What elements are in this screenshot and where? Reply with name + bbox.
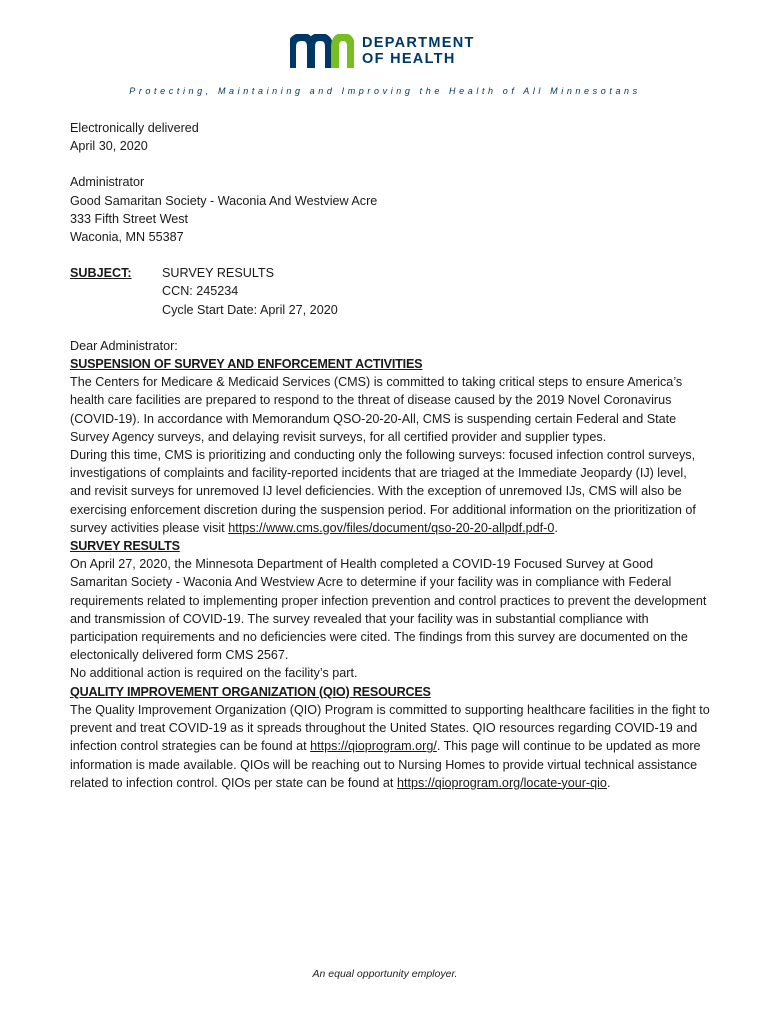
delivery-info xyxy=(70,119,710,155)
address-line: Waconia, MN 55387 xyxy=(70,230,184,245)
locate-qio-link[interactable]: https://qioprogram.org/locate-your-qio xyxy=(396,775,607,790)
logo-wordmark xyxy=(362,35,475,67)
address-line: 333 Fifth Street West xyxy=(70,211,189,226)
logo-line-1: DEPARTMENT xyxy=(362,35,475,51)
paragraph xyxy=(70,701,710,792)
section-heading-qio: QUALITY IMPROVEMENT ORGANIZATION (QIO) RESOURCES xyxy=(70,684,431,699)
subject-cycle-date: Cycle Start Date: April 27, 2020 xyxy=(162,302,338,317)
footer-statement: An equal opportunity employer. xyxy=(312,968,458,980)
recipient-address xyxy=(70,173,710,246)
letter-date: April 30, 2020 xyxy=(70,139,148,154)
tagline: Protecting, Maintaining and Improving the Health of All Minnesotans xyxy=(129,86,641,96)
paragraph: The Centers for Medicare & Medicaid Services (CMS) is committed to taking critical steps to ensure America’s health care facilities are prepared to respond to the threat of disease caused by the 2019 Novel Coronavirus (COVID-19). In accordance with Memorandum QSO-20-20-All, CMS is suspending certain Federal and State Survey Agency surveys, and delaying revisit surveys, for all certified provider and supplier types. xyxy=(70,375,683,444)
address-line: Administrator xyxy=(70,175,145,190)
subject-details xyxy=(162,264,338,319)
subject-label: SUBJECT: xyxy=(70,266,132,281)
section-heading-survey-results: SURVEY RESULTS xyxy=(70,539,180,554)
punctuation: . xyxy=(606,775,611,790)
logo-line-2: OF HEALTH xyxy=(362,51,456,67)
salutation: Dear Administrator: xyxy=(70,338,178,353)
address-line: Good Samaritan Society - Waconia And Westview Acre xyxy=(70,193,378,208)
qio-program-link[interactable]: https://qioprogram.org/ xyxy=(310,739,437,754)
paragraph-text: During this time, CMS is prioritizing and conducting only the following surveys: focused infection control surveys, investigations of complaints and facility-reported incidents that are triaged at the Immediate Jeopardy (IJ) level, and revisit surveys for unremoved IJ level deficiencies. With the exception of unremoved IJs, CMS will also be exercising enforcement discretion during the suspension period. For additional information on the prioritization of survey activities please visit xyxy=(70,448,696,535)
delivery-method: Electronically delivered xyxy=(70,121,199,135)
paragraph: No additional action is required on the facility’s part. xyxy=(70,666,358,681)
cms-memo-link[interactable]: https://www.cms.gov/files/document/qso-20-20-allpdf.pdf-0 xyxy=(228,520,555,535)
punctuation: . xyxy=(554,520,558,535)
subject-ccn: CCN: 245234 xyxy=(162,284,239,299)
letter-body xyxy=(70,119,710,792)
mdh-logo xyxy=(290,34,475,68)
paragraph-text: The Quality Improvement Organization (QIO) Program is committed to supporting healthcare facilities in the fight to prevent and treat COVID-19 as it spreads throughout the United States. QIO resources regarding COVID-19 and infection control strategies can be found at xyxy=(70,702,710,754)
paragraph: On April 27, 2020, the Minnesota Department of Health completed a COVID-19 Focused Survey at Good Samaritan Society - Waconia And Westview Acre to determine if your facility was in compliance with Federal requirements related to implementing proper infection prevention and control practices to prevent the development and transmission of COVID-19. The survey revealed that your facility was in substantial compliance with participation requirements and no deficiencies were cited. The findings from this survey are documented on the electonically delivered form CMS 2567. xyxy=(70,557,707,663)
mn-logo-icon xyxy=(290,34,354,68)
paragraph xyxy=(70,446,710,537)
paragraph-text: . This page will continue to be updated as more information is made available. QIOs will be reaching out to Nursing Homes to provide virtual technical assistance related to infection control. QIOs per state can be found at xyxy=(70,739,701,790)
subject-line: SURVEY RESULTS xyxy=(162,266,274,281)
section-heading-suspension: SUSPENSION OF SURVEY AND ENFORCEMENT ACTIVITIES xyxy=(70,357,423,372)
subject-block xyxy=(70,264,710,319)
